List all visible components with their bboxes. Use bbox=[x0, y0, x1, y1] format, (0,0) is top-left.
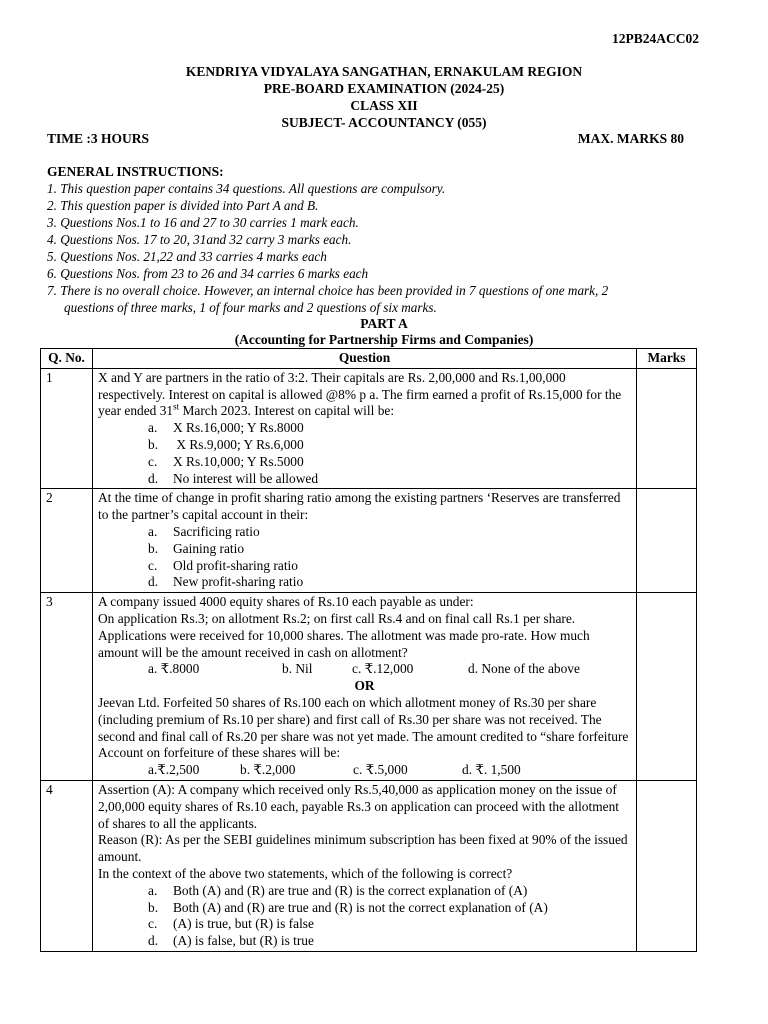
question-number: 4 bbox=[41, 780, 93, 951]
question-cell bbox=[93, 780, 637, 951]
instruction-item: 2. This question paper is divided into Part A and B. bbox=[47, 198, 319, 213]
class-title: CLASS XII bbox=[350, 98, 418, 113]
instruction-item: 6. Questions Nos. from 23 to 26 and 34 carries 6 marks each bbox=[47, 266, 369, 281]
options-list bbox=[98, 420, 631, 487]
instruction-item: 1. This question paper contains 34 questions. All questions are compulsory. bbox=[47, 181, 446, 196]
option-item: d. No interest will be allowed bbox=[148, 470, 319, 486]
part-title: PART A bbox=[360, 316, 408, 331]
time-label: TIME :3 HOURS bbox=[47, 131, 150, 146]
question-text: X and Y are partners in the ratio of 3:2. Their capitals are Rs. 2,00,000 and Rs.1,00,000 respectively. Interest on capital is allowed @8% p a. The firm earned a profit of Rs.15,000 for the year ended 31st March 2023. Interest on capital will be: bbox=[98, 369, 622, 419]
header-qno: Q. No. bbox=[41, 349, 93, 369]
table-row bbox=[41, 593, 697, 781]
table-row bbox=[41, 489, 697, 593]
subject-title: SUBJECT- ACCOUNTANCY (055) bbox=[281, 115, 487, 130]
option-item: d. New profit-sharing ratio bbox=[148, 574, 304, 590]
reason-text: Reason (R): As per the SEBI guidelines minimum subscription has been fixed at 90% of the issued amount. bbox=[98, 832, 628, 865]
or-divider: OR bbox=[354, 678, 375, 694]
question-text: Jeevan Ltd. Forfeited 50 shares of Rs.100 each on which allotment money of Rs.30 per share (including premium of Rs.10 per share) and first call of Rs.30 per share was not received. The second and final call of Rs.20 per share was not yet made. The amount credited to “share forfeiture Account on forfeiture of these shares will be: bbox=[98, 694, 629, 761]
options-row bbox=[98, 762, 631, 779]
question-text: On application Rs.3; on allotment Rs.2; on first call Rs.4 and on final call Rs.1 per share. bbox=[98, 610, 576, 626]
question-number: 3 bbox=[41, 593, 93, 781]
question-text: Applications were received for 10,000 shares. The allotment was made pro-rate. How much amount will be the amount received in cash on allotment? bbox=[98, 627, 590, 660]
option-item: b. Both (A) and (R) are true and (R) is not the correct explanation of (A) bbox=[148, 899, 548, 915]
option-item: a. ₹.8000 bbox=[148, 661, 200, 677]
part-subtitle: (Accounting for Partnership Firms and Companies) bbox=[234, 332, 534, 347]
instruction-item: 4. Questions Nos. 17 to 20, 31and 32 carry 3 marks each. bbox=[47, 232, 352, 247]
header-marks: Marks bbox=[637, 349, 697, 369]
exam-title: PRE-BOARD EXAMINATION (2024-25) bbox=[263, 81, 505, 96]
instruction-item: 5. Questions Nos. 21,22 and 33 carries 4 marks each bbox=[47, 249, 327, 264]
instruction-item-continuation: questions of three marks, 1 of four marks and 2 questions of six marks. bbox=[64, 300, 437, 315]
question-table bbox=[40, 348, 697, 952]
option-item: d. (A) is false, but (R) is true bbox=[148, 933, 314, 949]
option-item: a. Both (A) and (R) are true and (R) is the correct explanation of (A) bbox=[148, 882, 528, 898]
option-item: b. Nil bbox=[282, 661, 313, 677]
option-item: c. X Rs.10,000; Y Rs.5000 bbox=[148, 453, 304, 469]
table-header-row bbox=[41, 349, 697, 369]
marks-cell bbox=[637, 780, 697, 951]
instructions-list bbox=[47, 180, 727, 316]
options-list bbox=[98, 883, 631, 950]
option-item: c. (A) is true, but (R) is false bbox=[148, 916, 314, 932]
question-cell bbox=[93, 593, 637, 781]
option-item: c. ₹.5,000 bbox=[353, 762, 408, 778]
option-item: a. Sacrificing ratio bbox=[148, 523, 260, 539]
header-question: Question bbox=[93, 349, 637, 369]
paper-code: 12PB24ACC02 bbox=[612, 31, 699, 46]
option-item: d. None of the above bbox=[468, 661, 580, 677]
marks-cell bbox=[637, 368, 697, 489]
marks-cell bbox=[637, 489, 697, 593]
option-item: b. X Rs.9,000; Y Rs.6,000 bbox=[148, 436, 304, 452]
question-number: 1 bbox=[41, 368, 93, 489]
question-text: A company issued 4000 equity shares of Rs.10 each payable as under: bbox=[98, 594, 474, 610]
instruction-item: 7. There is no overall choice. However, an internal choice has been provided in 7 questions of one mark, 2 bbox=[47, 283, 609, 298]
table-row bbox=[41, 780, 697, 951]
question-text: At the time of change in profit sharing ratio among the existing partners ‘Reserves are transferred to the partner’s capital account in their: bbox=[98, 490, 621, 523]
options-list bbox=[98, 524, 631, 591]
question-cell bbox=[93, 368, 637, 489]
option-item: b. Gaining ratio bbox=[148, 540, 245, 556]
organization-title: KENDRIYA VIDYALAYA SANGATHAN, ERNAKULAM REGION bbox=[185, 64, 583, 79]
option-item: c. Old profit-sharing ratio bbox=[148, 557, 298, 573]
table-row bbox=[41, 368, 697, 489]
instructions-title: GENERAL INSTRUCTIONS: bbox=[47, 164, 224, 179]
option-item: a.₹.2,500 bbox=[148, 762, 200, 778]
marks-cell bbox=[637, 593, 697, 781]
option-item: a. X Rs.16,000; Y Rs.8000 bbox=[148, 420, 304, 436]
option-item: b. ₹.2,000 bbox=[240, 762, 296, 778]
question-number: 2 bbox=[41, 489, 93, 593]
question-cell bbox=[93, 489, 637, 593]
max-marks-label: MAX. MARKS 80 bbox=[577, 131, 684, 146]
options-row bbox=[98, 661, 631, 678]
option-item: c. ₹.12,000 bbox=[352, 661, 414, 677]
instruction-item: 3. Questions Nos.1 to 16 and 27 to 30 carries 1 mark each. bbox=[47, 215, 359, 230]
option-item: d. ₹. 1,500 bbox=[462, 762, 521, 778]
assertion-text: Assertion (A): A company which received only Rs.5,40,000 as application money on the issue of 2,00,000 equity shares of Rs.10 each, payable Rs.3 on application can proceed with the allotment of shares to all the applicants. bbox=[98, 781, 619, 831]
question-text: In the context of the above two statements, which of the following is correct? bbox=[98, 865, 513, 881]
